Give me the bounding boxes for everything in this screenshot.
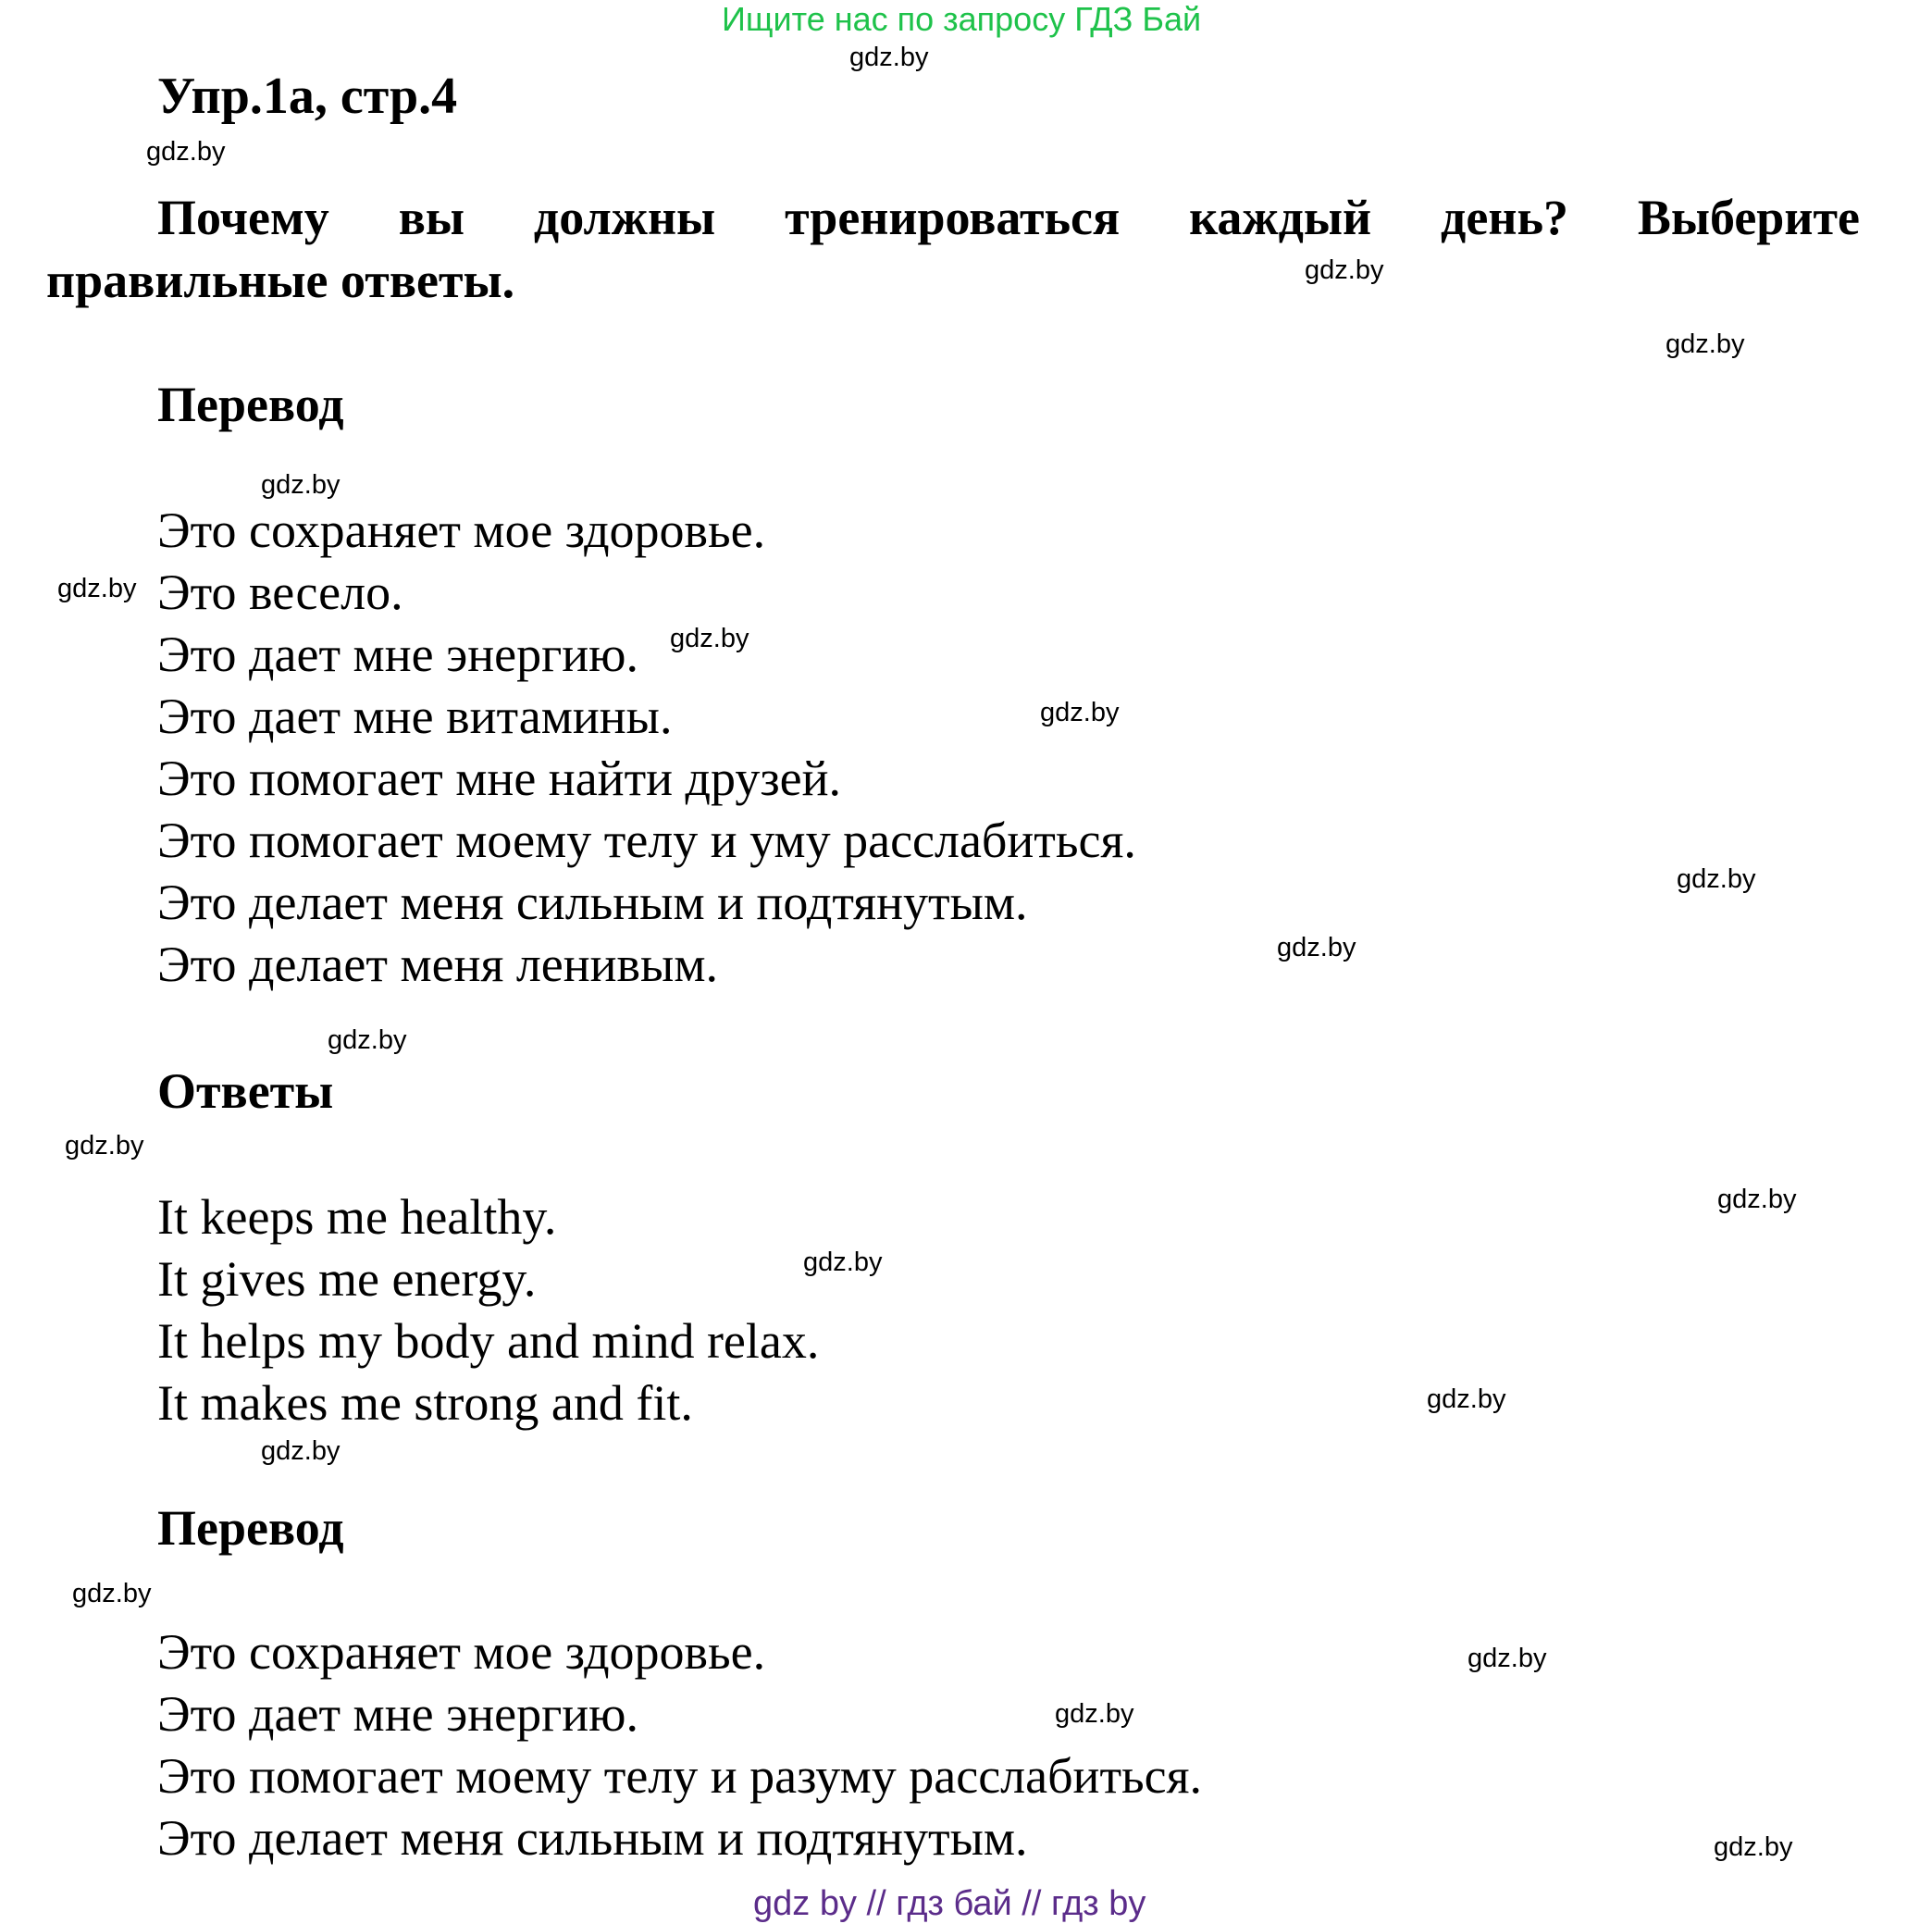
translation-line: Это дает мне энергию. [157,627,639,682]
watermark: gdz.by [146,137,226,167]
watermark: gdz.by [849,43,929,72]
translation-line: Это делает меня сильным и подтянутым. [157,875,1028,930]
translation-line: Это помогает моему телу и уму расслабиться. [157,813,1136,868]
translation-line: Это делает меня сильным и подтянутым. [157,1810,1028,1866]
question-word: Почему [157,190,329,245]
question-word: каждый [1189,190,1372,245]
watermark: gdz.by [1305,255,1384,285]
translation-line: Это весело. [157,565,403,620]
translation-line: Это помогает моему телу и разуму расслабиться. [157,1748,1202,1804]
watermark: gdz.by [670,624,749,653]
answer-line: It helps my body and mind relax. [157,1313,820,1369]
translation-heading: Перевод [157,377,344,432]
translation-line: Это дает мне витамины. [157,689,673,744]
watermark: gdz.by [72,1579,152,1608]
page-title: Упр.1а, стр.4 [157,68,458,125]
question-word: вы [398,190,465,245]
watermark: gdz.by [328,1025,407,1055]
question-word: день? [1441,190,1568,245]
question-word: Выберите [1637,190,1860,245]
watermark: gdz.by [1040,698,1120,727]
question-line-2: правильные ответы. [46,253,515,308]
question-line-1 [157,189,1860,246]
translation-line: Это дает мне энергию. [157,1686,639,1742]
watermark: gdz.by [261,1436,341,1466]
watermark: gdz.by [1055,1699,1134,1729]
site-banner: Ищите нас по запросу ГДЗ Бай [722,0,1202,38]
watermark: gdz.by [1277,933,1356,962]
translation-line: Это сохраняет мое здоровье. [157,1624,766,1680]
answer-line: It keeps me healthy. [157,1189,557,1245]
watermark: gdz.by [1468,1644,1547,1673]
translation-line: Это делает меня ленивым. [157,937,718,992]
watermark: gdz.by [1677,864,1756,894]
answer-line: It makes me strong and fit. [157,1375,693,1431]
watermark: gdz.by [1666,329,1745,359]
translation-line: Это помогает мне найти друзей. [157,751,842,806]
translation-heading: Перевод [157,1500,344,1556]
answers-heading: Ответы [157,1063,334,1119]
footer-links: gdz by // гдз бай // гдз by [753,1884,1146,1923]
watermark: gdz.by [803,1247,883,1277]
watermark: gdz.by [57,574,137,603]
watermark: gdz.by [1427,1384,1506,1414]
watermark: gdz.by [261,470,341,500]
question-word: должны [533,190,716,245]
question-word: тренироваться [785,190,1121,245]
watermark: gdz.by [65,1131,144,1161]
watermark: gdz.by [1717,1185,1797,1214]
answer-line: It gives me energy. [157,1251,537,1307]
translation-line: Это сохраняет мое здоровье. [157,503,766,558]
watermark: gdz.by [1714,1832,1793,1862]
